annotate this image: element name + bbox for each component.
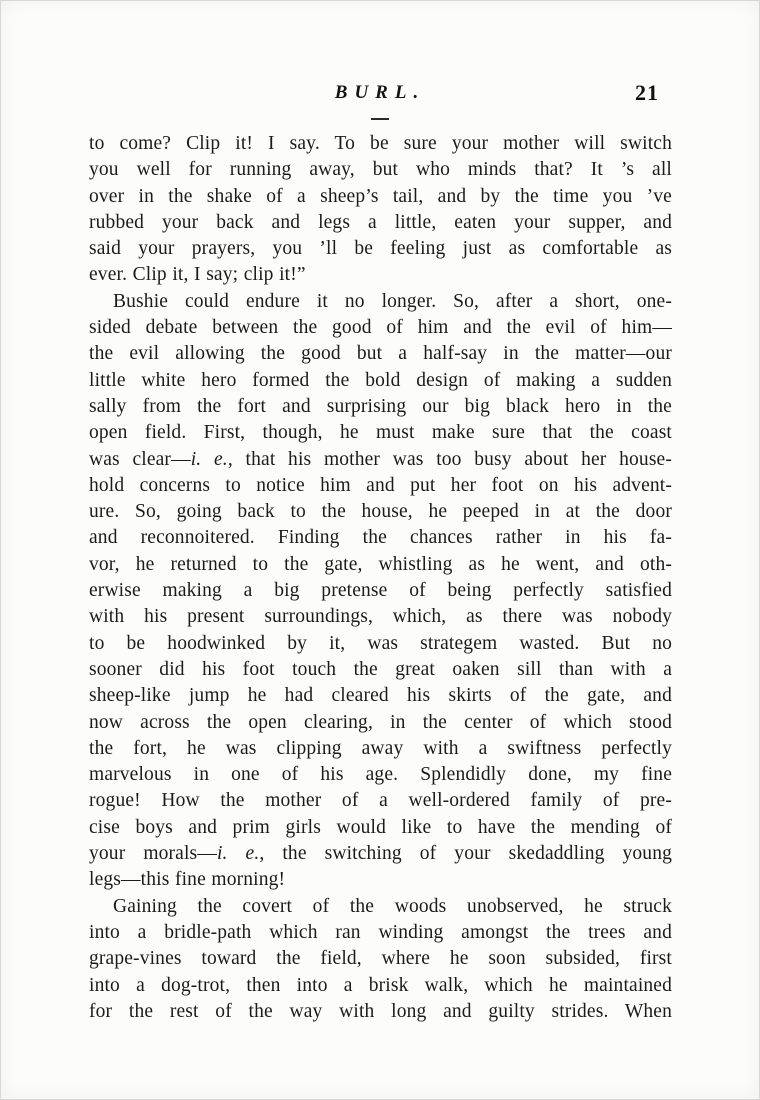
text-line: your morals—i. e., the switching of your skedaddling young <box>89 843 672 865</box>
text-line: to be hoodwinked by it, was strategem wasted. But no <box>89 632 672 654</box>
text-line: rogue! How the mother of a well-ordered family of pre- <box>89 790 672 812</box>
page-title: BURL. <box>334 82 426 103</box>
text-line: for the rest of the way with long and guilty strides. When <box>89 1000 672 1022</box>
text-line: vor, he returned to the gate, whistling as he went, and oth- <box>89 553 672 575</box>
running-header <box>89 82 671 110</box>
text-line: open field. First, though, he must make sure that the coast <box>89 422 672 444</box>
text-line: into a bridle-path which ran winding amongst the trees and <box>89 921 672 943</box>
text-line: the fort, he was clipping away with a swiftness perfectly <box>89 737 672 759</box>
text-line: to come? Clip it! I say. To be sure your mother will switch <box>89 133 672 154</box>
text-line: marvelous in one of his age. Splendidly done, my fine <box>89 764 672 786</box>
text-line: over in the shake of a sheep’s tail, and by the time you ’ve <box>89 185 672 207</box>
header-rule <box>371 118 389 120</box>
text-line: sided debate between the good of him and the evil of him— <box>89 317 672 339</box>
text-line: and reconnoitered. Finding the chances rather in his fa- <box>89 527 672 549</box>
text-line: Bushie could endure it no longer. So, after a short, one- <box>113 290 672 312</box>
text-line: sooner did his foot touch the great oaken sill than with a <box>89 658 672 680</box>
text-line: with his present surroundings, which, as there was nobody <box>89 606 672 628</box>
text-block <box>89 131 672 1025</box>
text-line: cise boys and prim girls would like to have the mending of <box>89 816 672 838</box>
text-line: hold concerns to notice him and put her foot on his advent- <box>89 474 672 496</box>
text-line: into a dog-trot, then into a brisk walk, which he maintained <box>89 974 672 996</box>
text-line: sally from the fort and surprising our big black hero in the <box>89 395 672 417</box>
text-line: was clear—i. e., that his mother was too busy about her house- <box>89 448 673 470</box>
text-line: Gaining the covert of the woods unobserved, he struck <box>113 895 672 917</box>
text-line: rubbed your back and legs a little, eaten your supper, and <box>89 211 672 233</box>
page-number: 21 <box>635 80 659 105</box>
text-line: legs—this fine morning! <box>89 869 286 891</box>
text-line: the evil allowing the good but a half-say in the matter—our <box>89 343 672 365</box>
text-line: grape-vines toward the field, where he soon subsided, first <box>89 948 672 970</box>
text-line: little white hero formed the bold design of making a sudden <box>89 369 672 391</box>
text-line: ure. So, going back to the house, he peeped in at the door <box>89 501 672 523</box>
text-line: now across the open clearing, in the center of which stood <box>89 711 672 733</box>
text-line: sheep-like jump he had cleared his skirts of the gate, and <box>89 685 672 707</box>
text-line: erwise making a big pretense of being perfectly satisfied <box>89 580 672 602</box>
text-line: said your prayers, you ’ll be feeling just as comfortable as <box>89 238 672 260</box>
text-line: you well for running away, but who minds that? It ’s all <box>89 159 672 181</box>
text-line: ever. Clip it, I say; clip it!” <box>89 264 306 286</box>
